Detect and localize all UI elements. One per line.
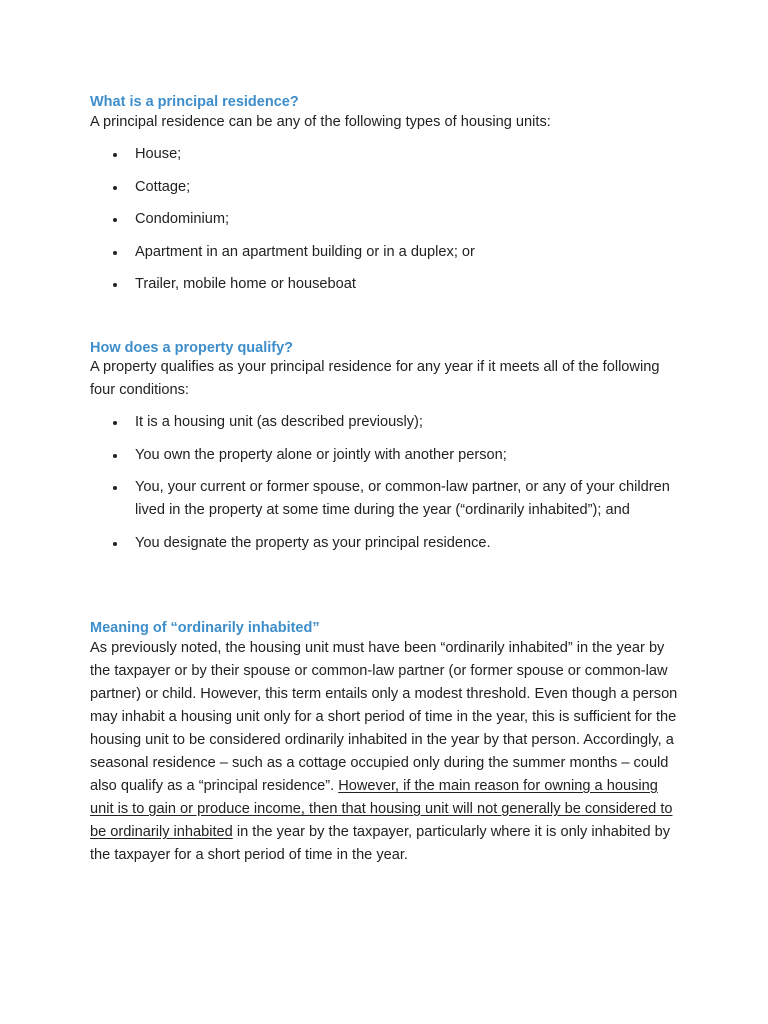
section-heading-principal-residence: What is a principal residence? (90, 94, 299, 110)
section-body-ordinarily-inhabited (90, 637, 682, 867)
list-item: Cottage; (90, 176, 682, 199)
section-intro-principal-residence: A principal residence can be any of the following types of housing units: (90, 114, 551, 130)
list-item: House; (90, 143, 682, 166)
body-text-end: in the year by the taxpayer, particularly where it is only inhabited by the taxpayer for a short period of time in the year. (90, 824, 671, 863)
underlined-text: However, if the main reason for owning a housing unit is to gain or produce income, then that housing unit will not generally be considered to be ordinarily inhabited (90, 778, 673, 840)
section-heading-property-qualify: How does a property qualify? (90, 340, 294, 356)
section-intro-property-qualify: A property qualifies as your principal residence for any year if it meets all of the following four conditions: (90, 359, 660, 398)
body-text: As previously noted, the housing unit must have been “ordinarily inhabited” in the year by the taxpayer or by their spouse or common-law partner (or former spouse or common-law partner) or child. However, this term entails only a modest threshold. Even though a person may inhabit a housing unit only for a short period of time in the year, this is sufficient for the housing unit to be considered ordinarily inhabited in the year by that person. Accordingly, a seasonal residence – such as a cottage occupied only during the summer months – could also qualify as a “principal residence”. (90, 640, 678, 794)
list-item: You own the property alone or jointly with another person; (90, 444, 682, 467)
list-item: You, your current or former spouse, or common-law partner, or any of your children lived in the property at some time during the year (“ordinarily inhabited”); and (90, 476, 682, 522)
list-item: Trailer, mobile home or houseboat (90, 273, 682, 296)
list-item: You designate the property as your principal residence. (90, 532, 682, 555)
conditions-list (90, 411, 682, 555)
list-item: Apartment in an apartment building or in a duplex; or (90, 241, 682, 264)
list-item: It is a housing unit (as described previously); (90, 411, 682, 434)
list-item: Condominium; (90, 208, 682, 231)
section-heading-ordinarily-inhabited: Meaning of “ordinarily inhabited” (90, 620, 320, 636)
housing-types-list (90, 143, 682, 296)
